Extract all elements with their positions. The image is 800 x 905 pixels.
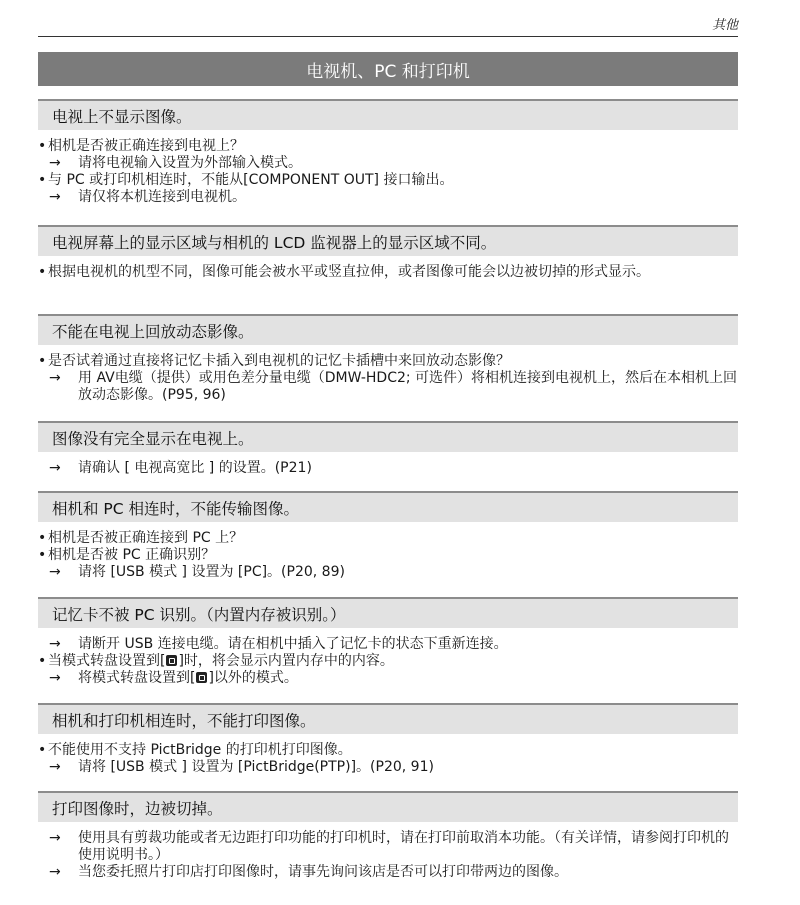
section-heading: 相机和打印机相连时，不能打印图像。 — [38, 703, 738, 734]
clipboard-mode-icon — [166, 655, 177, 666]
section-tv-no-image — [38, 99, 738, 206]
section-tv-not-fully-displayed — [38, 421, 738, 477]
clipboard-mode-icon — [196, 672, 207, 683]
section-heading: 不能在电视上回放动态影像。 — [38, 314, 738, 345]
item-text-before: 当模式转盘设置到[ — [48, 653, 166, 669]
section-body — [38, 628, 738, 687]
section-card-not-recognized — [38, 597, 738, 687]
section-display-area — [38, 225, 738, 281]
section-body — [38, 452, 738, 477]
section-tv-motion-picture — [38, 314, 738, 404]
bullet-item: • 根据电视机的机型不同，图像可能会被水平或竖直拉伸，或者图像可能会以边被切掉的形式显示。 — [38, 264, 738, 281]
solution-item — [38, 670, 738, 687]
solution-item: → 请仅将本机连接到电视机。 — [38, 189, 738, 206]
section-body — [38, 256, 738, 281]
solution-item: → 请将 [USB 模式 ] 设置为 [PictBridge(PTP)]。(P20, 91) — [38, 759, 738, 776]
section-edges-cut — [38, 791, 738, 881]
solution-item: → 当您委托照片打印店打印图像时，请事先询问该店是否可以打印带两边的图像。 — [38, 864, 738, 881]
section-heading: 电视上不显示图像。 — [38, 99, 738, 130]
page-title: 电视机、PC 和打印机 — [38, 52, 738, 86]
solution-item: → 请断开 USB 连接电缆。请在相机中插入了记忆卡的状态下重新连接。 — [38, 636, 738, 653]
solution-item: → 请将 [USB 模式 ] 设置为 [PC]。(P20, 89) — [38, 564, 738, 581]
solution-item: → 请确认 [ 电视高宽比 ] 的设置。(P21) — [38, 460, 738, 477]
bullet-item: • 是否试着通过直接将记忆卡插入到电视机的记忆卡插槽中来回放动态影像？ — [38, 353, 738, 370]
solution-item: → 请将电视输入设置为外部输入模式。 — [38, 155, 738, 172]
section-heading: 图像没有完全显示在电视上。 — [38, 421, 738, 452]
section-body — [38, 822, 738, 881]
item-text-after: ]时，将会显示内置内存中的内容。 — [178, 653, 394, 669]
running-head: 其他 — [711, 18, 738, 33]
bullet-item: • 与 PC 或打印机相连时，不能从[COMPONENT OUT] 接口输出。 — [38, 172, 738, 189]
section-printer-cannot-print — [38, 703, 738, 776]
section-body — [38, 130, 738, 206]
section-heading: 记忆卡不被 PC 识别。（内置内存被识别。） — [38, 597, 738, 628]
item-text-after: ]以外的模式。 — [208, 670, 298, 686]
section-body — [38, 734, 738, 776]
bullet-item: • 相机是否被 PC 正确识别？ — [38, 547, 738, 564]
header-rule — [38, 36, 738, 37]
section-pc-transfer — [38, 491, 738, 581]
bullet-item: • 相机是否被正确连接到 PC 上？ — [38, 530, 738, 547]
bullet-item: • 不能使用不支持 PictBridge 的打印机打印图像。 — [38, 742, 738, 759]
section-body — [38, 345, 738, 404]
bullet-item: • 相机是否被正确连接到电视上？ — [38, 138, 738, 155]
solution-item: → 用 AV电缆（提供）或用色差分量电缆（DMW-HDC2; 可选件）将相机连接到电视机上，然后在本相机上回放动态影像。(P95, 96) — [38, 370, 738, 404]
section-heading: 相机和 PC 相连时，不能传输图像。 — [38, 491, 738, 522]
section-body — [38, 522, 738, 581]
item-text-before: 将模式转盘设置到[ — [78, 670, 196, 686]
solution-item: → 使用具有剪裁功能或者无边距打印功能的打印机时，请在打印前取消本功能。（有关详情，请参阅打印机的使用说明书。） — [38, 830, 738, 864]
bullet-item — [38, 653, 738, 670]
section-heading: 电视屏幕上的显示区域与相机的 LCD 监视器上的显示区域不同。 — [38, 225, 738, 256]
section-heading: 打印图像时，边被切掉。 — [38, 791, 738, 822]
